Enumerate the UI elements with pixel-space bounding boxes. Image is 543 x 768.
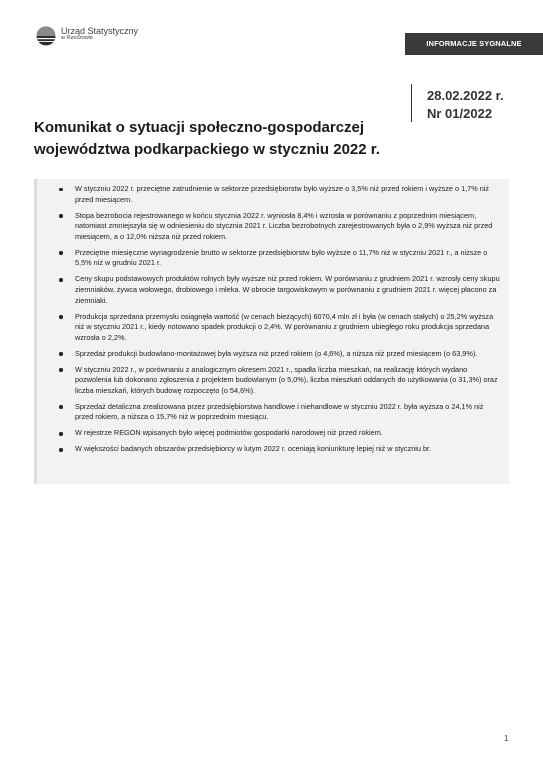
- bullet-icon: [59, 214, 63, 218]
- summary-item-text: Przeciętne miesięczne wynagrodzenie brutto w sektorze przedsiębiorstw było wyższe o 11,7% niż w styczniu 2021 r., a niższe o 5,5% niż w grudniu 2021 r.: [75, 247, 488, 268]
- bullet-icon: [59, 352, 63, 356]
- summary-item-text: Sprzedaż produkcji budowlano-montażowej była wyższa niż przed rokiem (o 4,6%), a niższa niż przed miesiącem (o 63,9%).: [75, 348, 478, 358]
- summary-item: [37, 428, 509, 439]
- bullet-icon: [59, 251, 63, 255]
- summary-item: [37, 274, 509, 306]
- logo-name: Urząd Statystyczny: [61, 26, 139, 36]
- summary-item-text: Stopa bezrobocia rejestrowanego w końcu stycznia 2022 r. wyniosła 8,4% i wzrosła w porównaniu z poprzednim miesiącem, natomiast zmniejszyła się w odniesieniu do stycznia 2021 r. Liczba bezrobotnych zarejestrowanych była o 2,9% wyższa niż przed miesiącem, a o 12,0% niższa niż przed rokiem.: [75, 210, 493, 241]
- bullet-icon: [59, 188, 63, 192]
- publication-type-badge: INFORMACJE SYGNALNE: [405, 33, 543, 55]
- summary-item-text: Produkcja sprzedana przemysłu osiągnęła wartość (w cenach bieżących) 6070,4 mln zł i była (w cenach stałych) o 25,2% wyższa niż w styczniu 2021 r., kiedy notowano spadek produkcji o 2,4%. W porównaniu z grudniem ubiegłego roku produkcja sprzedana wzrosła o 2,2%.: [75, 311, 494, 342]
- logo-mark-icon: [36, 26, 56, 46]
- meta-divider: [411, 84, 412, 122]
- summary-list: [37, 179, 509, 455]
- institution-logo: [36, 26, 146, 54]
- summary-item-text: W styczniu 2022 r., w porównaniu z analogicznym okresem 2021 r., spadła liczba mieszkań, na realizację których wydano pozwolenia lub dokonano zgłoszenia z projektem budowlanym (o 5,0%), liczba mieszkań oddanych do użytkowania (o 31,3%) oraz liczba mieszkań, których budowę rozpoczęto (o 54,6%).: [75, 364, 498, 395]
- summary-item: [37, 365, 509, 397]
- summary-item: [37, 211, 509, 243]
- logo-subtitle: w Rzeszowie: [61, 35, 94, 42]
- page-title: Komunikat o sytuacji społeczno-gospodarczej województwa podkarpackiego w styczniu 2022 r.: [34, 119, 380, 159]
- publication-date: 28.02.2022 r.: [427, 88, 504, 103]
- publication-number: Nr 01/2022: [427, 106, 493, 121]
- summary-item: [37, 444, 509, 455]
- bullet-icon: [59, 405, 63, 409]
- page-number: 1: [504, 734, 509, 743]
- bullet-icon: [59, 432, 63, 436]
- summary-item: [37, 402, 509, 423]
- summary-item-text: W styczniu 2022 r. przeciętne zatrudnienie w sektorze przedsiębiorstw było wyższe o 3,5% niż przed rokiem i wyższe o 1,7% niż przed miesiącem.: [75, 184, 490, 204]
- bullet-icon: [59, 278, 63, 282]
- bullet-icon: [59, 315, 63, 319]
- summary-item-text: Sprzedaż detaliczna zrealizowana przez przedsiębiorstwa handlowe i niehandlowe w styczniu 2022 r. była wyższa o 24,1% niż przed rokiem, a niższa o 15,7% niż w poprzednim miesiącu.: [75, 401, 484, 422]
- summary-item: [37, 248, 509, 269]
- summary-item: [37, 312, 509, 344]
- summary-item: [37, 184, 509, 205]
- summary-box: [34, 179, 509, 484]
- summary-item-text: Ceny skupu podstawowych produktów rolnych były wyższe niż przed rokiem. W porównaniu z grudniem 2021 r. wzrosły ceny skupu ziemniaków, żywca wołowego, drobiowego i mleka. W obrocie targowiskowym w porównaniu z grudniem 2021 r. więcej płacono za ziemniaki.: [75, 274, 500, 305]
- summary-item: [37, 349, 509, 360]
- bullet-icon: [59, 368, 63, 372]
- bullet-icon: [59, 448, 63, 452]
- summary-item-text: W większości badanych obszarów przedsiębiorcy w lutym 2022 r. oceniają koniunkturę lepiej niż w styczniu br.: [75, 444, 432, 454]
- summary-item-text: W rejestrze REGON wpisanych było więcej podmiotów gospodarki narodowej niż przed rokiem.: [75, 428, 383, 438]
